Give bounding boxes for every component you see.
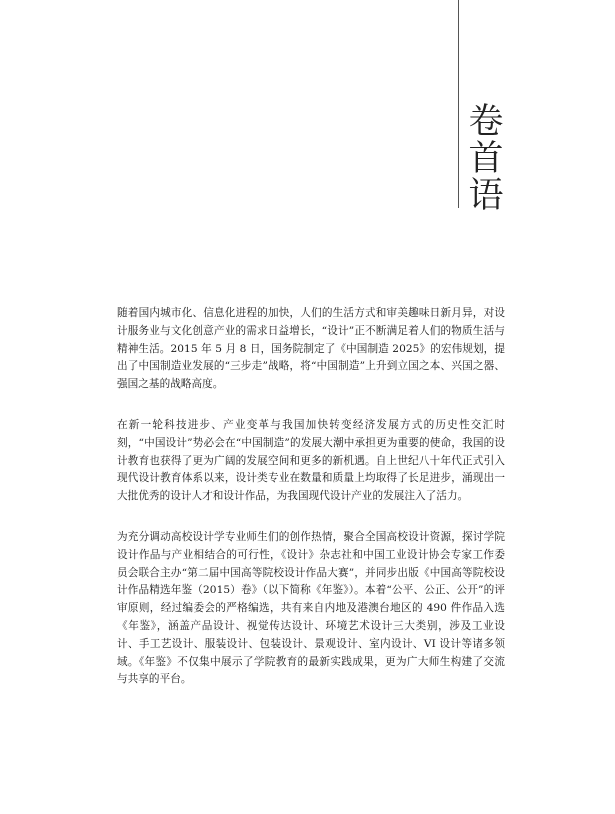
page-title: [462, 104, 510, 215]
paragraph: 随着国内城市化、信息化进程的加快，人们的生活方式和审美趣味日新月异，对设计服务业与文化创意产业的需求日益增长，“设计”正不断满足着人们的物质生活与精神生活。2015 年 5 月 8 日，国务院制定了《中国制造 2025》的宏伟规划，提出了中国制造业发展的“三步走”战略，将“中国制造”上升到立国之本、兴国之器、强国之基的战略高度。: [117, 307, 505, 391]
paragraph: 在新一轮科技进步、产业变革与我国加快转变经济发展方式的历史性交汇时刻，“中国设计”势必会在“中国制造”的发展大潮中承担更为重要的使命，我国的设计教育也获得了更为广阔的发展空间和更多的新机遇。自上世纪八十年代正式引入现代设计教育体系以来，设计类专业在数量和质量上均取得了长足进步，涌现出一大批优秀的设计人才和设计作品，为我国现代设计产业的发展注入了活力。: [117, 418, 505, 503]
title-char: 卷: [468, 102, 504, 142]
title-char: 首: [468, 139, 504, 179]
body-text: [117, 305, 505, 712]
vertical-rule: [458, 0, 459, 208]
paragraph: 为充分调动高校设计学专业师生们的创作热情，聚合全国高校设计资源，探讨学院设计作品与产业相结合的可行性，《设计》杂志社和中国工业设计协会专家工作委员会联合主办“第二届中国高等院校设计作品大赛”，并同步出版《中国高等院校设计作品精选年鉴（2015）卷》（以下简称《年鉴》）。本着“公平、公正、公开”的评审原则，经过编委会的严格编选，共有来自内地及港澳台地区的 490 件作品入选《年鉴》，涵盖产品设计、视觉传达设计、环境艺术设计三大类别，涉及工业设计、手工艺设计、服装设计、包装设计、景观设计、室内设计、VI 设计等诸多领域。《年鉴》不仅集中展示了学院教育的最新实践成果，更为广大师生构建了交流与共享的平台。: [117, 530, 505, 686]
title-char: 语: [468, 176, 504, 216]
